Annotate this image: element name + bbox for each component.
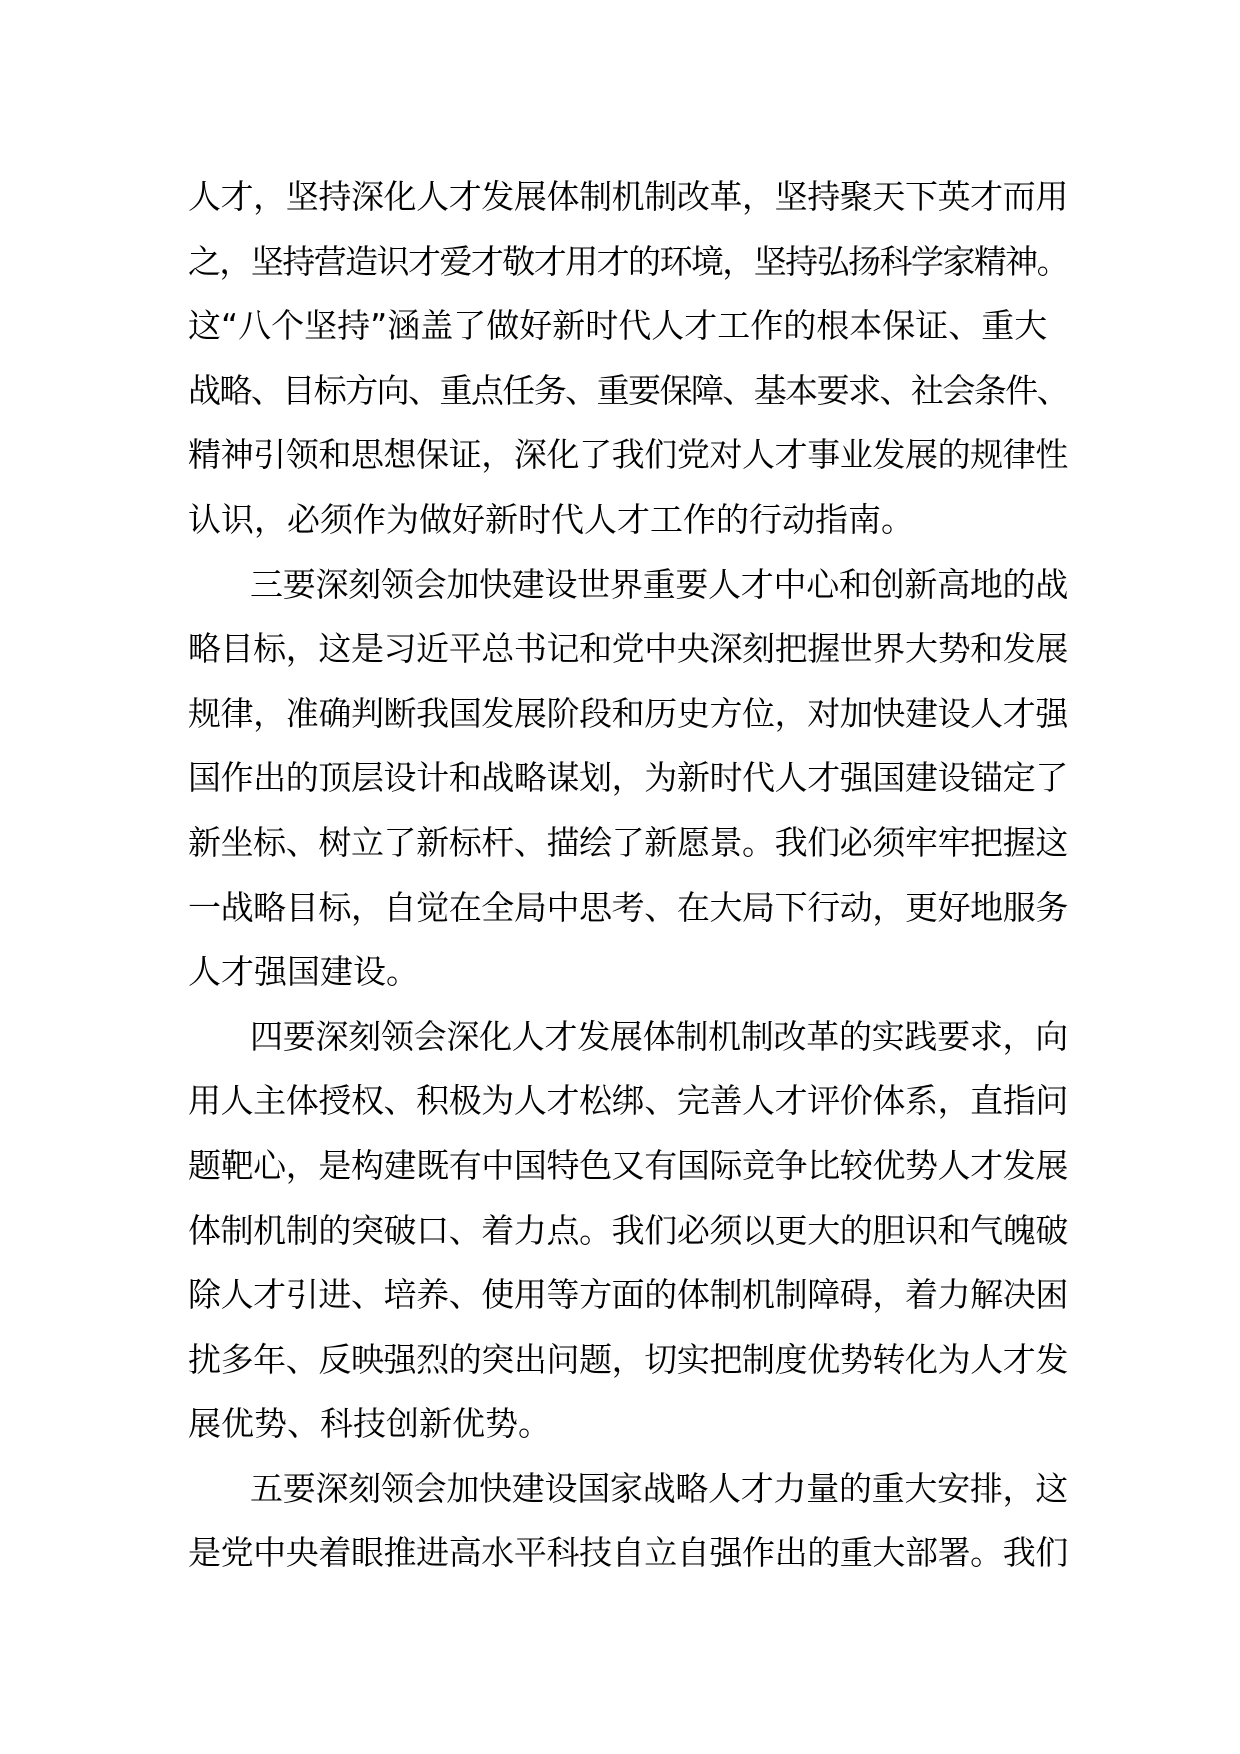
text-line: 扰多年、反映强烈的突出问题，切实把制度优势转化为人才发 (188, 1339, 1068, 1379)
text-line: 新坐标、树立了新标杆、描绘了新愿景。我们必须牢牢把握这 (188, 822, 1068, 862)
paragraph-first-line: 四要深刻领会深化人才发展体制机制改革的实践要求，向 (250, 1016, 1068, 1056)
text-line: 除人才引进、培养、使用等方面的体制机制障碍，着力解决困 (188, 1275, 1068, 1315)
text-line: 精神引领和思想保证，深化了我们党对人才事业发展的规律性 (188, 435, 1068, 475)
text-line: 体制机制的突破口、着力点。我们必须以更大的胆识和气魄破 (188, 1210, 1068, 1250)
text-line: 认识，必须作为做好新时代人才工作的行动指南。 (188, 499, 914, 539)
text-line: 是党中央着眼推进高水平科技自立自强作出的重大部署。我们 (188, 1533, 1068, 1573)
paragraph-first-line: 三要深刻领会加快建设世界重要人才中心和创新高地的战 (250, 564, 1068, 604)
text-line: 战略、目标方向、重点任务、重要保障、基本要求、社会条件、 (188, 370, 1069, 410)
text-line: 用人主体授权、积极为人才松绑、完善人才评价体系，直指问 (188, 1081, 1068, 1121)
text-line: 题靶心，是构建既有中国特色又有国际竞争比较优势人才发展 (188, 1145, 1068, 1185)
paragraph-first-line: 五要深刻领会加快建设国家战略人才力量的重大安排，这 (250, 1468, 1068, 1508)
text-line: 略目标，这是习近平总书记和党中央深刻把握世界大势和发展 (188, 629, 1068, 669)
text-line: 人才，坚持深化人才发展体制机制改革，坚持聚天下英才而用 (188, 177, 1068, 216)
text-line: 国作出的顶层设计和战略谋划，为新时代人才强国建设锚定了 (188, 758, 1068, 798)
body-text (188, 165, 1068, 1586)
text-line: 规律，准确判断我国发展阶段和历史方位，对加快建设人才强 (188, 693, 1068, 733)
text-line: 展优势、科技创新优势。 (188, 1404, 551, 1444)
text-line: 一战略目标，自觉在全局中思考、在大局下行动，更好地服务 (188, 887, 1068, 927)
text-line: 人才强国建设。 (188, 952, 419, 992)
text-line: 之，坚持营造识才爱才敬才用才的环境，坚持弘扬科学家精神。 (188, 241, 1069, 281)
text-line: 这“八个坚持”涵盖了做好新时代人才工作的根本保证、重大 (188, 306, 1048, 346)
